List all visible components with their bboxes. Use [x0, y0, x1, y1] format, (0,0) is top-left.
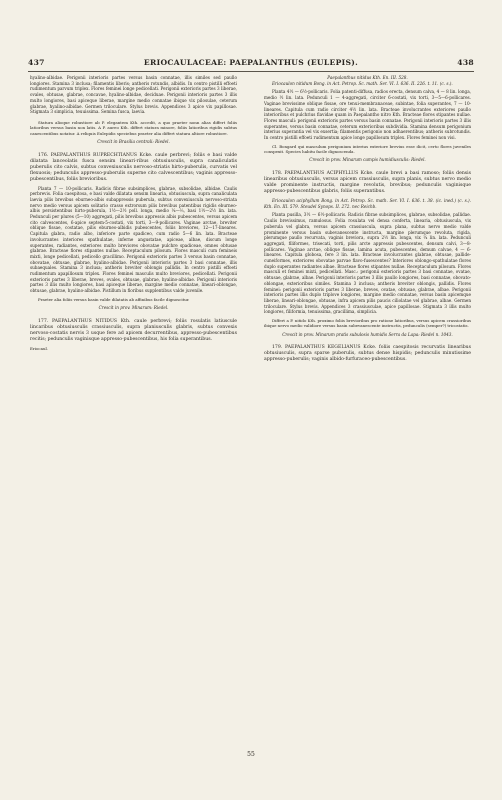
species-177-habitat: Crescit in prov. Minarum campis humidiusculis: Riedel.	[309, 157, 426, 163]
species-178-note: Differt a P. nitido Kth. proximo foliis brevioribus pro ratione latioribus, versus apicem crassioribus ibique nervo medio validiore versus basin subevanescente instructis, pedunculis (semper?) tricostatis.	[264, 318, 471, 329]
page-number-left: 437	[28, 58, 45, 67]
right-column	[264, 75, 471, 363]
habitat-line: Crescit in Brasilia centrali: Riedel.	[97, 138, 170, 144]
signature-mark: 55	[247, 751, 255, 758]
species-176-note: Praeter alia foliis versus basin valde dilatatis ab affinibus facile dignoscitur.	[38, 296, 190, 302]
synonym-line: Paepalanthus nitidus Kth. En. III. 528.	[327, 75, 408, 80]
species-176-title: 176. PAEPALANTHUS RUPRECHTIANUS Kcke. caule perbrevi; foliis e basi valde dilatata lanceolatis fusca sensim lineari-ribus obtusiusculis, supra canaliculatis puberulis cito calvis, subtus convexiusculis nervoso-striatis hirto-puberulis, curvatis vel flexuosis; pedunculis appresso-puberulis superne cito calvescentibus; vaginis appresso-pubescentibus, foliis brevioribus.	[30, 152, 237, 182]
paragraph: hyalino-albidae. Perigonii interioris partes versus basin connatae, illis similes sed paullo longiores. Stamina 3 inclusa; filamentis liberis; antheris rotundis, albidis. In centro pistilli effoeti rudimentum parvum triplex. Flores feminei longe pedicellati. Perigonii exterioris partes 3 liberae, ovales, obtusae, glabrae, concavae, hyalino-albidae, deciduae. Perigonii interioris partes 3 illis multo longiores, basi apiceque liberae, margine medio connatae ibique vix pilosulae, ceterum glabrae, hyalino-albidae. Germen triloculare. Stylus brevis. Appendices 3 apice vix papillosae. Stigmata 3 simplicia, teuuissima. Semina fusca, laevia.	[30, 75, 237, 115]
catchword: Eriocaul.	[30, 345, 48, 351]
left-column	[30, 75, 237, 351]
species-178-habitat: Crescit in prov. Minarum pratis subulosis humidis Serra da Lapa: Riedel n. 1043.	[282, 331, 453, 337]
running-title: ERIOCAULACEAE: PAEPALANTHUS (EULEPIS).	[143, 58, 359, 67]
header-rule	[28, 71, 474, 72]
species-176-description: Planta 7 — 10-pollicaris. Radicis fibrae subsimplices, glabrae, subsolidae, albidae. Caulis perbrevis. Folia caespitosa, e basi valde dilatata sensim linearia, obtusiuscula, supra canaliculata laevia pilis brevibus eburneo-albis subappressis puberula, subtus convexiuscula nervoso-striata nervo medio versus apicem solitario crasso extrorsum pilis brevibus patentibus rigidis eburneo-albis persistentibus hirto-puberula, 1½—2½ poll. longa, medio ¼—⅔, basi 1½—2½ lin. lata. Pedunculi per plures (5—10) aggregati, pilis brevibus appressis albis pubescentes, versus apicem cito calvescentes, 6-apice septem-5-costati, vix torti, 3—9-pollicares. Vaginae arctae, breviter oblique fissae, costatae, pilis eburneo-albidis pubescentes, foliis breviores, 12—17-lineares. Capitula glabra, radio albo, inferiore parte spadiceo, cum radio 5—6 lin. lata. Bracteae involucrantes interiores spathulatae, inferne angustatae, apiceae, albae, discum longe superantes, radiantes, exteriores multo breviores obovatae pulchre spadiceae, omnes obtusae glabrae. Bracteae flores stipantes nullae. Receptaculum pilosum. Flores masculi cum femineis mixti, longe pedicellati, pedicello gracillimo. Perigonii exterioris partes 3 versus basin connatae, obovatae, obtusae, glabrae, hyalino-albidae. Perigonii interioris partes 3 basi connatae, illis subaequales. Stamina 3 inclusa; antheris breviter oblongis pallidis. In centro pistilli effoeti rudimentum apapillosum triplex. Flores feminei masculis multo breviores, pedicellati. Perigonii exterioris partes 3 liberae, breves, ovales, obtusae, glabrae, hyalino-albidae. Perigonii interioris partes 3 illis multo longiores, basi apiceque liberae, margine medio connatae, lineari-oblongae, obtusae, glabrae, hyalino-albidae. Pistillum in floribus supplentibus valde juvenile.	[30, 185, 237, 294]
species-179-title: 179. PAEPALANTHUS KEGELIANUS Kcke. foliis caespitosis recurvatis linearibus obtusiusculis, supra sparse puberulis, subtus dense hispidis; pedunculis minutissime appresso-puberulis; vaginis albido-furfuraceo-pubescentibus.	[264, 345, 471, 363]
species-178-synonym: Eriocaulon aciphyllum Bong. in Act. Petrop. Sc. math. Ser. VI. I. 636. t. 38. (ic. ined.) (c. s.). Kth. En. III. 579. Steudel Synops. II. 272. nec Reichb.	[264, 198, 471, 209]
running-header	[28, 58, 474, 72]
page-number-right: 438	[457, 58, 474, 67]
species-177-title: 177. PAEPALANTHUS NITIDUS Kth. caule perbrevi; foliis rosulatis latiuscule lincaribus obtusiusculis crassiusculis, supra planiusculis glabris, subtus convexis nervoso-costatis nervis 3 usque fere ad apicem decurrentibus, appresso-pubescentibus recitis; pedunculis vaginisque appresso-pubescentibus, his folia superantibus.	[30, 318, 237, 342]
species-177-note: Cl. Bongard qui masculum perigonium interius exteriore brevius esse dicit, certo flores juveniles conspexit. Species habitu facile dignoscenda.	[264, 143, 471, 155]
species-178-description: Planta pusilla, 3½ — 6½-pollicaris. Radicis fibrae subsimplices, glabrae, subsolidae, pallidae. Caulis brevissimus, ramulosus. Folia rosulata vel densa conferta, linearia, obtusiuscula, vix puberula vel glabra, versus apicem crassiuscula, supra plana, subtus nervo medio valde prominente versus basin subevanescente instructa, margine plerumque revoluta, rigida, plerumque paullo recurvata, vaginis breviora, supra 2½ lin. longa, vix ¼ lin. lata. Pedunculi aggregati, filiformes, trisecati, torti, pilis arcte appressis pubescentes, densum calvi, 3—8-pollicares. Vaginae arctae, oblique fissae, lamina acuta, pubescentes, demum calvae, 4 — 6-lineares. Capitula globosa, fere 3 lin. lata. Bracteae involucrantes glabrae, obtusae, pallide-cuneiformes, exteriores obovatae parvae flavo-fusescentes? Interiores oblongo-spathulatae flores duplo superantes radiantes albae. Bracteae flores stipantes nullae. Receptaculum pilosum. Flores masculi et feminei mixti, pedicellati. Masc.: perigonii exterioris partes 3 basi connatae, ovatae, obtusae, glabrae, albae. Perigonii interioris partes 3 illis paullo longiores, basi connatae, obovato-oblongae, exterioribus similes. Stamina 3 inclusa; antheris breviter oblongis, pallidis. Flores feminei: perigonii exterioris partes 3 liberae, breves, ovatae, obtusae, glabrae, albae. Perigonii interioris partes illis duplo triplove longiores, margine medio connatae, versus basin apicemque liberae, lineari-oblongae, obtusae, infra apicem pilis paucis ciliolatae vel glabrae, albae. Germen triloculare. Stylus brevis. Appendices 3 crassiusculae, apice papillosae. Stigmata 3 illis multo longiores, filiformia, tenuissima, gracillima, simplicia.	[264, 212, 471, 315]
remark-paragraph: Statura alioque robustiore ab P. elegantem Kth. accedit, a quo praeter nonn alias differt foliis latioribus versus basin non latis. A P. aureo Kth. differt statura minore, foliis latioribus rigidis subtus canescentibus notatur. A reliquis Eulepidis speciebus praeter alia differt statura altiore robustiore.	[30, 119, 237, 136]
species-176-habitat: Crescit in prov. Minarum: Riedel.	[98, 305, 169, 311]
species-178-title: 178. PAEPALANTHUS ACIPHYLLUS Kcke. caule brevi a basi ramoso; foliis densis linearibus obtusiusculis, versus apicem crassiusculis, supra planis, subtus nervo medio valde prominente instructis, margine revolutis, brevibus; pedunculis vaginisque appresso-pubescentibus glabris, foliis superantibus.	[264, 171, 471, 195]
species-177-description: Planta 4½ — 6½-pollicaris. Folia patenti-diffusa, radios erecta, densum calva, 4 — 8 lin. longa, medio ½ lin. lata. Pedunculi 1 — 4-aggregati, circiter 6-costati, vix torti, 3—5—6-pollicares. Vaginae brevissime oblique fissae, ore tenui-membranaceae, subintae, folia superantes, 7 — 10-lineares. Capitula cum radio circiter 4½ lin. lata. Bracteae involucrantes exteriores paullo interioribus et pulchrius flavidae quam in Paepalantho nitro Kth. Bracteae flores stipantes nullae. Flores masculi: perigonii exterioris partes versus basin connatae. Perigonii interioris partes 3 illis superantes, versus basin connatae, ceterum exterioribus subdividia. Stamina densum perigonium interius superantia vel vix exsertia; filamentis perigonio non adhaerentibus; antheris subrotundis. In centro pistilli effoeti rudimentum apice longe papillosum triplex. Flores feminei non visi.	[264, 89, 471, 141]
synonym-citation: Eriocaulon nitidum Bong. in Act. Petrop. Sc. math. Ser. VI. I. 636. II. 226. t. 11. (c. s.).	[272, 80, 453, 86]
